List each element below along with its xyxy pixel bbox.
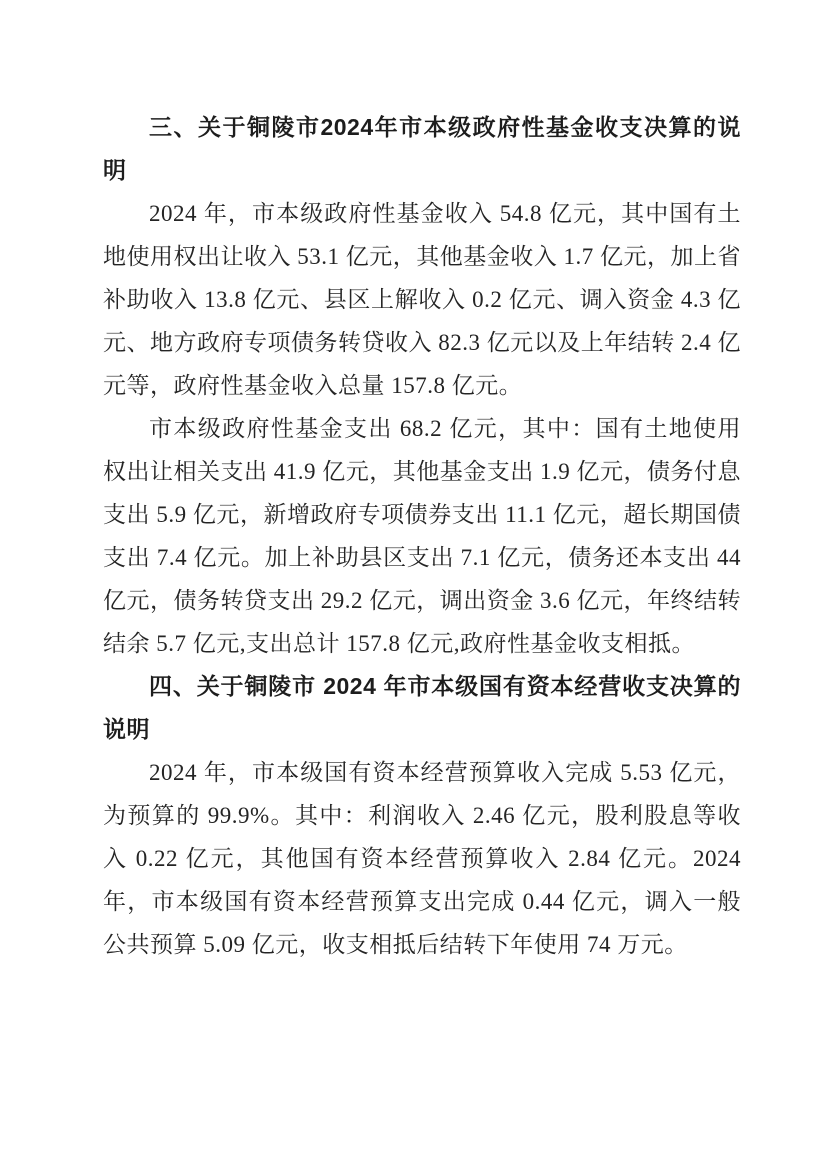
section-4-paragraph-state-capital: 2024 年，市本级国有资本经营预算收入完成 5.53 亿元，为预算的 99.9%。其中：利润收入 2.46 亿元，股利股息等收入 0.22 亿元，其他国有资本经营预算收入 2.84 亿元。2024 年，市本级国有资本经营预算支出完成 0.44 亿元，调入一般公共预算 5.09 亿元，收支相抵后结转下年使用 74 万元。 (103, 760, 741, 957)
section-3-paragraph-fund-revenue: 2024 年，市本级政府性基金收入 54.8 亿元，其中国有土地使用权出让收入 53.1 亿元，其他基金收入 1.7 亿元，加上省补助收入 13.8 亿元、县区上解收入 0.2 亿元、调入资金 4.3 亿元、地方政府专项债务转贷收入 82.3 亿元以及上年结转 2.4 亿元等，政府性基金收入总量 157.8 亿元。 (103, 201, 741, 398)
section-4-heading: 四、关于铜陵市 2024 年市本级国有资本经营收支决算的说明 (103, 673, 741, 742)
section-3-heading: 三、关于铜陵市2024年市本级政府性基金收支决算的说明 (103, 114, 741, 183)
section-3-paragraph-fund-expenditure: 市本级政府性基金支出 68.2 亿元，其中：国有土地使用权出让相关支出 41.9 亿元，其他基金支出 1.9 亿元，债务付息支出 5.9 亿元，新增政府专项债券支出 11.1 亿元，超长期国债支出 7.4 亿元。加上补助县区支出 7.1 亿元，债务还本支出 44 亿元，债务转贷支出 29.2 亿元，调出资金 3.6 亿元，年终结转结余 5.7 亿元,支出总计 157.8 亿元,政府性基金收支相抵。 (103, 416, 741, 656)
document-body (103, 106, 741, 966)
